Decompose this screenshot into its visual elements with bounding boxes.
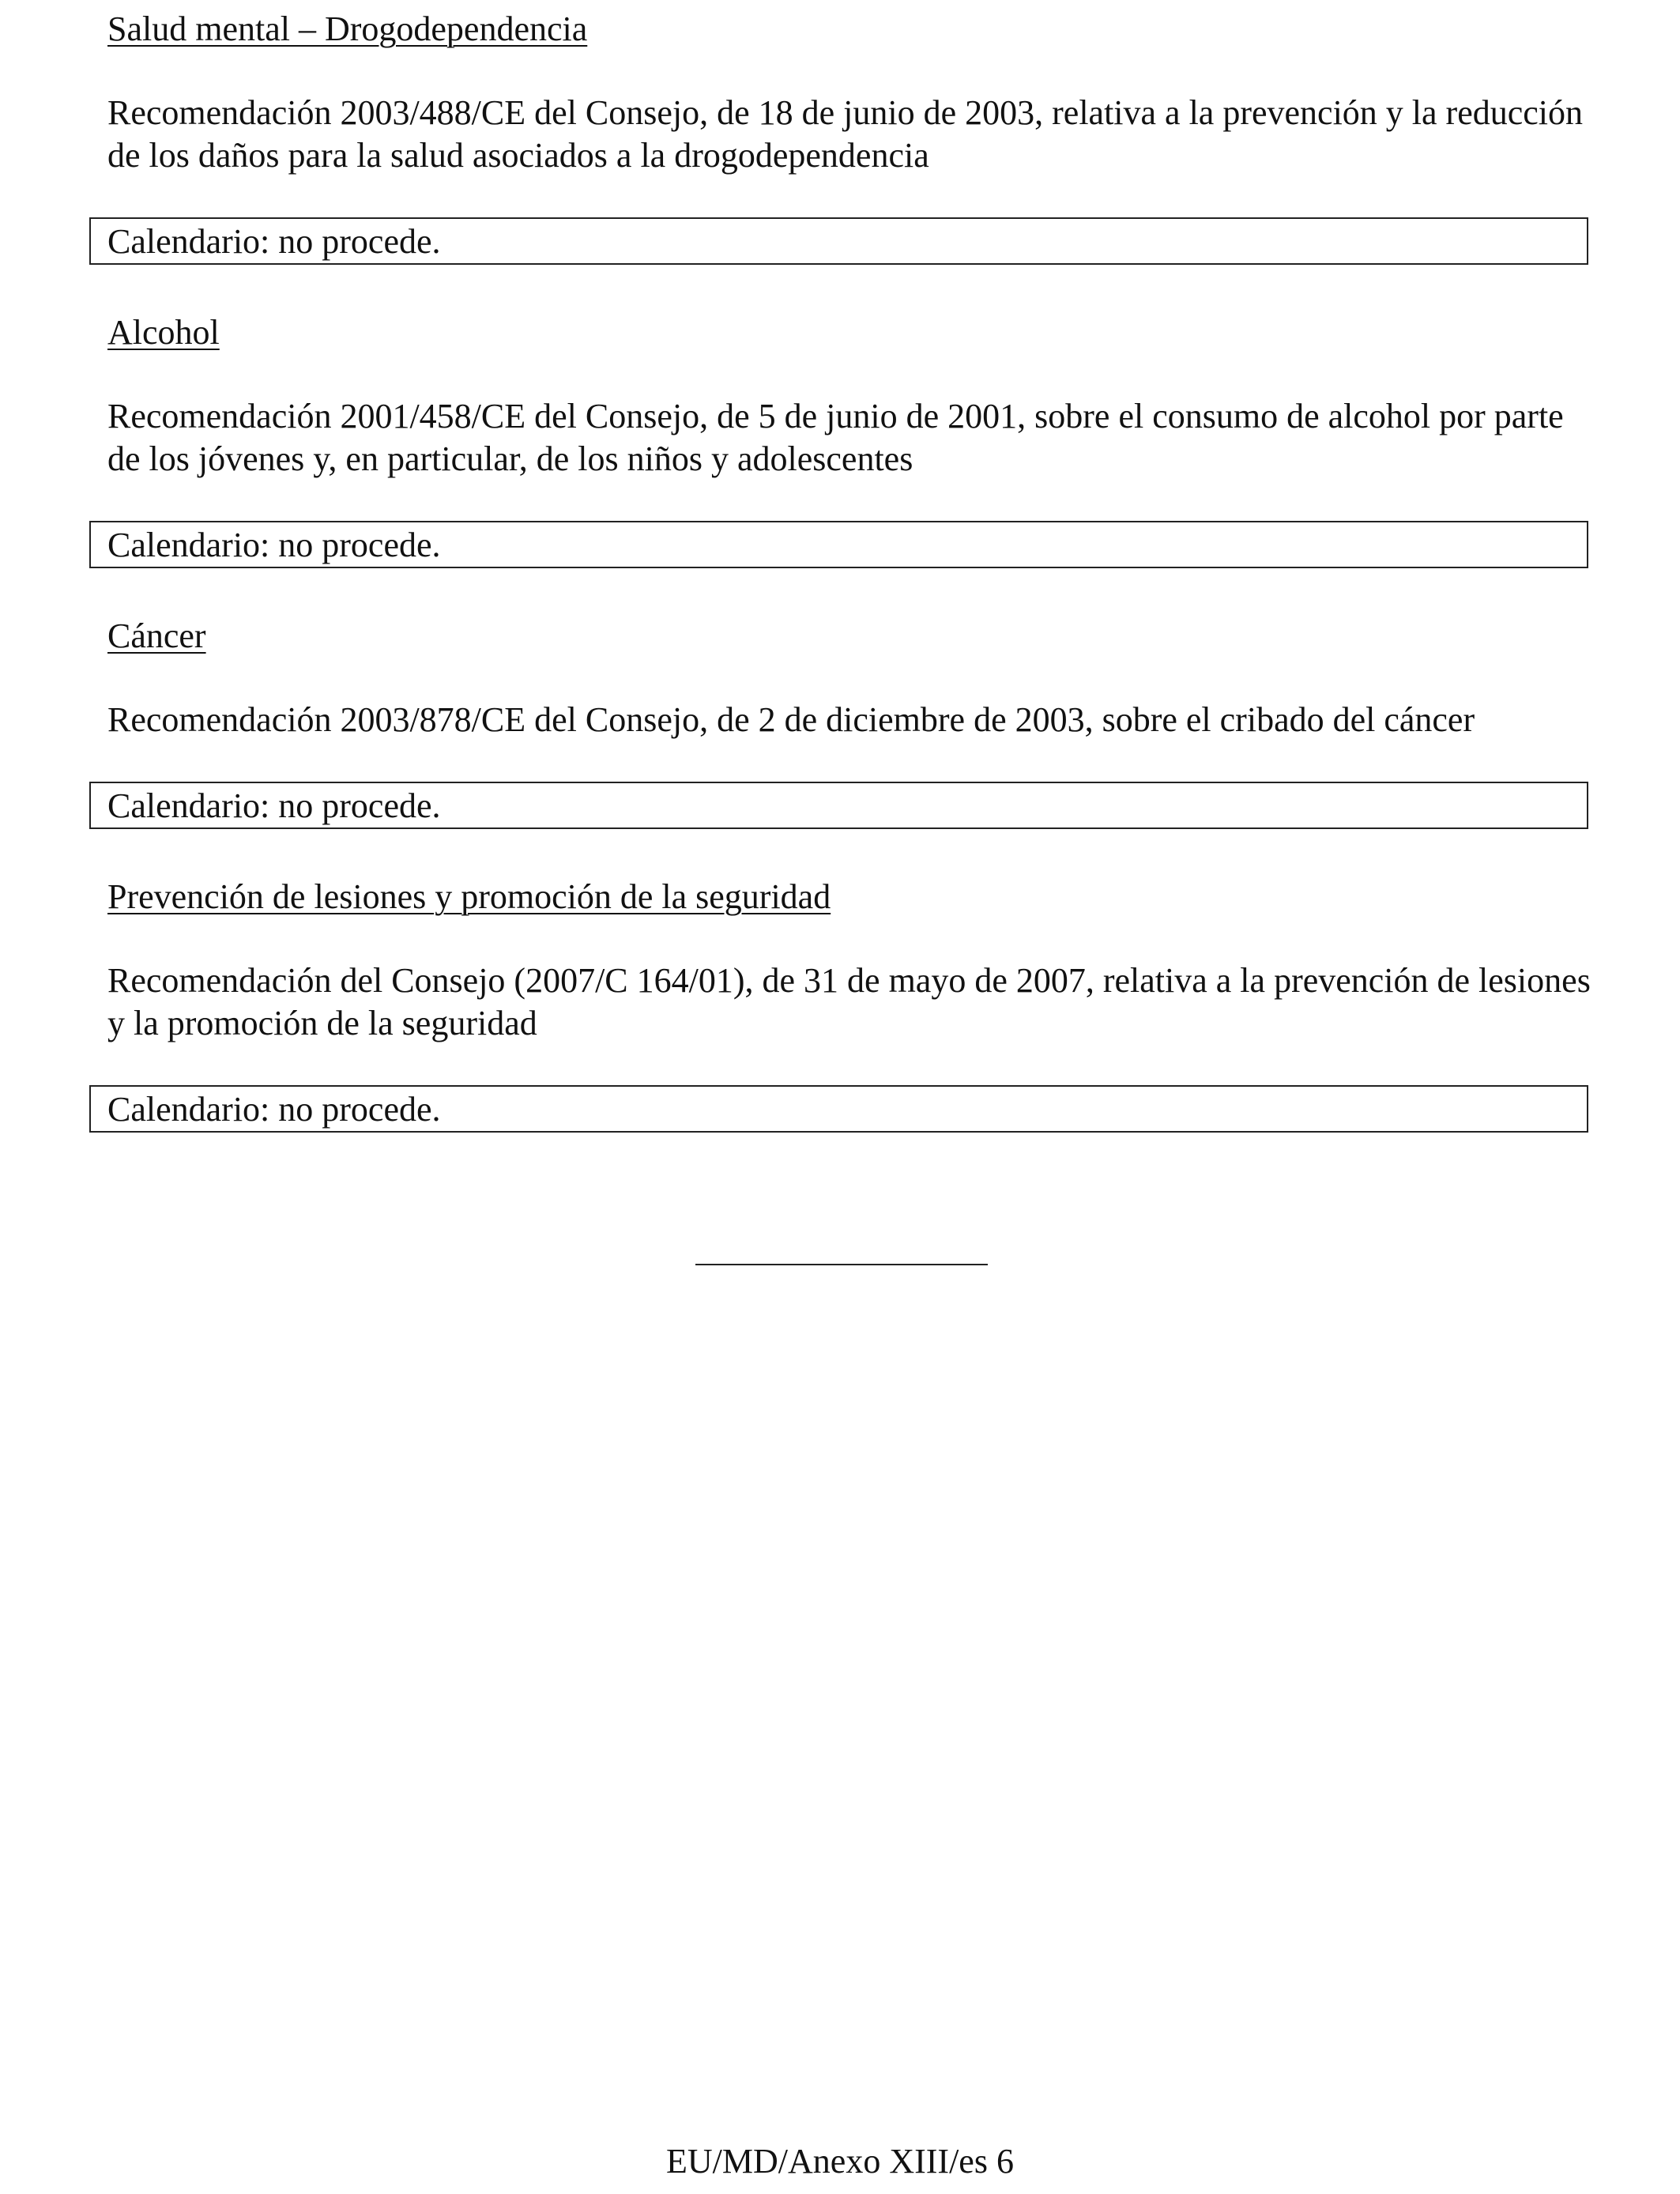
calendar-box-cancer [89, 782, 1588, 829]
calendar-text: Calendario: no procede. [107, 526, 441, 564]
page-footer-reference: EU/MD/Anexo XIII/es 6 [666, 2142, 1014, 2181]
calendar-box-alcohol [89, 521, 1588, 568]
end-of-annex-rule [695, 1264, 988, 1265]
recommendation-text-injury-prevention: Recomendación del Consejo (2007/C 164/01), de 31 de mayo de 2007, relativa a la prevención de lesiones y la promoción de la seguridad [107, 961, 1591, 1042]
recommendation-text-cancer: Recomendación 2003/878/CE del Consejo, de 2 de diciembre de 2003, sobre el cribado del cáncer [107, 700, 1475, 739]
calendar-text: Calendario: no procede. [107, 1090, 441, 1129]
calendar-box-mental-health [89, 217, 1588, 265]
calendar-text: Calendario: no procede. [107, 222, 441, 261]
calendar-box-injury-prevention [89, 1085, 1588, 1133]
recommendation-text-mental-health: Recomendación 2003/488/CE del Consejo, de 18 de junio de 2003, relativa a la prevención y la reducción de los daños para la salud asociados a la drogodependencia [107, 93, 1584, 175]
section-heading-mental-health: Salud mental – Drogodependencia [107, 9, 588, 48]
section-heading-cancer: Cáncer [107, 616, 206, 655]
calendar-text: Calendario: no procede. [107, 786, 441, 825]
section-heading-alcohol: Alcohol [107, 313, 220, 352]
recommendation-text-alcohol: Recomendación 2001/458/CE del Consejo, de 5 de junio de 2001, sobre el consumo de alcohol por parte de los jóvenes y, en particular, de los niños y adolescentes [107, 397, 1564, 478]
section-heading-injury-prevention: Prevención de lesiones y promoción de la seguridad [107, 877, 831, 916]
